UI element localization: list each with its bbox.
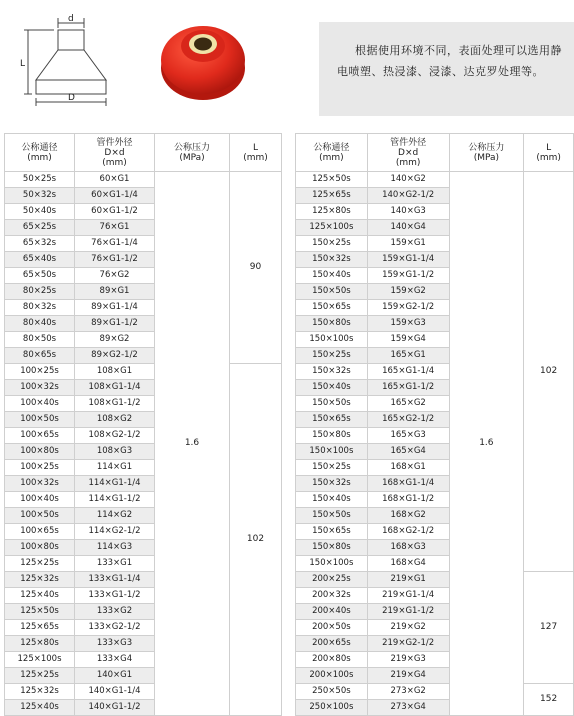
spec-table-right (295, 133, 574, 716)
nominal-size-cell: 100×65s (5, 524, 75, 540)
pipe-od-cell: 219×G3 (367, 652, 449, 668)
label-d: d (68, 14, 74, 24)
pipe-od-cell: 168×G1-1/2 (367, 492, 449, 508)
nominal-size-cell: 125×50s (5, 604, 75, 620)
nominal-size-cell: 150×65s (296, 524, 368, 540)
header-line: (mm) (102, 157, 127, 168)
pipe-od-cell: 273×G2 (367, 684, 449, 700)
pipe-od-cell: 219×G1-1/2 (367, 604, 449, 620)
nominal-size-cell: 150×50s (296, 396, 368, 412)
nominal-size-cell: 200×32s (296, 588, 368, 604)
nominal-size-cell: 125×25s (5, 556, 75, 572)
header-line: 公称通径 (21, 142, 58, 153)
pipe-od-cell: 168×G1 (367, 460, 449, 476)
nominal-size-cell: 200×25s (296, 572, 368, 588)
pipe-od-cell: 165×G2-1/2 (367, 412, 449, 428)
pipe-od-cell: 159×G1-1/2 (367, 268, 449, 284)
pipe-od-cell: 108×G1-1/2 (75, 396, 155, 412)
pipe-od-cell: 159×G2 (367, 284, 449, 300)
header-line: (mm) (536, 152, 561, 163)
header-line: 管件外径 (390, 137, 427, 148)
nominal-size-cell: 150×50s (296, 508, 368, 524)
pipe-od-cell: 140×G4 (367, 220, 449, 236)
pipe-od-cell: 159×G1-1/4 (367, 252, 449, 268)
pipe-od-cell: 114×G2-1/2 (75, 524, 155, 540)
table-row (296, 684, 574, 700)
header-line: (mm) (319, 152, 344, 163)
header-line: 公称压力 (468, 142, 505, 153)
pipe-od-cell: 168×G4 (367, 556, 449, 572)
pipe-od-cell: 219×G1-1/4 (367, 588, 449, 604)
header-nominal (296, 134, 368, 172)
pipe-od-cell: 108×G3 (75, 444, 155, 460)
pipe-od-cell: 159×G2-1/2 (367, 300, 449, 316)
nominal-size-cell: 125×50s (296, 172, 368, 188)
nominal-size-cell: 80×25s (5, 284, 75, 300)
label-D: D (68, 93, 75, 103)
nominal-size-cell: 200×50s (296, 620, 368, 636)
nominal-size-cell: 100×65s (5, 428, 75, 444)
header-line: (mm) (243, 152, 268, 163)
header-length (524, 134, 574, 172)
label-L: L (20, 59, 26, 69)
pipe-od-cell: 273×G4 (367, 700, 449, 716)
nominal-size-cell: 125×25s (5, 668, 75, 684)
header-line: 管件外径 (96, 137, 133, 148)
pipe-od-cell: 168×G3 (367, 540, 449, 556)
header-line: (MPa) (179, 152, 205, 163)
pipe-od-cell: 140×G1-1/2 (75, 700, 155, 716)
pipe-od-cell: 140×G3 (367, 204, 449, 220)
pipe-od-cell: 133×G4 (75, 652, 155, 668)
pipe-od-cell: 114×G2 (75, 508, 155, 524)
pipe-od-cell: 140×G2-1/2 (367, 188, 449, 204)
table-row (5, 172, 282, 188)
pipe-od-cell: 219×G4 (367, 668, 449, 684)
pipe-od-cell: 76×G2 (75, 268, 155, 284)
nominal-size-cell: 100×40s (5, 396, 75, 412)
nominal-size-cell: 150×65s (296, 300, 368, 316)
nominal-size-cell: 65×25s (5, 220, 75, 236)
pressure-cell: 1.6 (449, 172, 524, 716)
pipe-od-cell: 168×G2-1/2 (367, 524, 449, 540)
pipe-od-cell: 165×G1-1/2 (367, 380, 449, 396)
nominal-size-cell: 125×32s (5, 572, 75, 588)
nominal-size-cell: 125×100s (296, 220, 368, 236)
header-line: (mm) (395, 157, 421, 168)
nominal-size-cell: 125×40s (5, 700, 75, 716)
header-line: L (252, 142, 258, 153)
nominal-size-cell: 100×40s (5, 492, 75, 508)
pipe-od-cell: 133×G3 (75, 636, 155, 652)
pipe-od-cell: 219×G1 (367, 572, 449, 588)
nominal-size-cell: 65×50s (5, 268, 75, 284)
header-pressure (449, 134, 524, 172)
nominal-size-cell: 125×65s (296, 188, 368, 204)
nominal-size-cell: 125×65s (5, 620, 75, 636)
header-nominal (5, 134, 75, 172)
pipe-od-cell: 108×G1 (75, 364, 155, 380)
pipe-od-cell: 165×G3 (367, 428, 449, 444)
nominal-size-cell: 100×25s (5, 460, 75, 476)
length-cell: 102 (524, 172, 574, 572)
nominal-size-cell: 200×65s (296, 636, 368, 652)
pipe-od-cell: 140×G2 (367, 172, 449, 188)
pipe-od-cell: 133×G2-1/2 (75, 620, 155, 636)
pipe-od-cell: 219×G2-1/2 (367, 636, 449, 652)
pipe-od-cell: 89×G1-1/2 (75, 316, 155, 332)
nominal-size-cell: 100×32s (5, 476, 75, 492)
pipe-od-cell: 165×G1 (367, 348, 449, 364)
nominal-size-cell: 200×40s (296, 604, 368, 620)
pipe-od-cell: 108×G2 (75, 412, 155, 428)
nominal-size-cell: 100×25s (5, 364, 75, 380)
pipe-od-cell: 89×G1-1/4 (75, 300, 155, 316)
pipe-od-cell: 133×G1-1/2 (75, 588, 155, 604)
table-row (5, 364, 282, 380)
pipe-od-cell: 159×G3 (367, 316, 449, 332)
pipe-od-cell: 219×G2 (367, 620, 449, 636)
nominal-size-cell: 200×100s (296, 668, 368, 684)
nominal-size-cell: 50×25s (5, 172, 75, 188)
header-area (0, 0, 574, 128)
table-row (296, 172, 574, 188)
nominal-size-cell: 65×40s (5, 252, 75, 268)
reducer-photo (158, 18, 248, 104)
reducer-drawing (20, 14, 120, 110)
header-line: L (546, 142, 552, 153)
pipe-od-cell: 60×G1 (75, 172, 155, 188)
nominal-size-cell: 150×25s (296, 236, 368, 252)
pipe-od-cell: 140×G1-1/4 (75, 684, 155, 700)
nominal-size-cell: 150×32s (296, 364, 368, 380)
pipe-od-cell: 168×G1-1/4 (367, 476, 449, 492)
header-length (230, 134, 282, 172)
pipe-od-cell: 133×G1-1/4 (75, 572, 155, 588)
pipe-od-cell: 114×G1-1/2 (75, 492, 155, 508)
nominal-size-cell: 150×40s (296, 380, 368, 396)
pipe-od-cell: 108×G1-1/4 (75, 380, 155, 396)
length-cell: 90 (230, 172, 282, 364)
header-line: 公称通径 (313, 142, 350, 153)
nominal-size-cell: 80×65s (5, 348, 75, 364)
nominal-size-cell: 80×32s (5, 300, 75, 316)
nominal-size-cell: 150×100s (296, 556, 368, 572)
nominal-size-cell: 125×80s (296, 204, 368, 220)
pipe-od-cell: 114×G3 (75, 540, 155, 556)
pipe-od-cell: 114×G1 (75, 460, 155, 476)
pressure-cell: 1.6 (155, 172, 230, 716)
nominal-size-cell: 150×25s (296, 348, 368, 364)
nominal-size-cell: 150×32s (296, 476, 368, 492)
nominal-size-cell: 150×100s (296, 444, 368, 460)
nominal-size-cell: 150×80s (296, 540, 368, 556)
header-pipe_od (75, 134, 155, 172)
nominal-size-cell: 100×50s (5, 412, 75, 428)
pipe-od-cell: 76×G1-1/4 (75, 236, 155, 252)
length-cell: 127 (524, 572, 574, 684)
nominal-size-cell: 200×80s (296, 652, 368, 668)
nominal-size-cell: 125×100s (5, 652, 75, 668)
nominal-size-cell: 150×25s (296, 460, 368, 476)
nominal-size-cell: 100×80s (5, 540, 75, 556)
pipe-od-cell: 89×G1 (75, 284, 155, 300)
pipe-od-cell: 60×G1-1/4 (75, 188, 155, 204)
length-cell: 152 (524, 684, 574, 716)
nominal-size-cell: 150×32s (296, 252, 368, 268)
nominal-size-cell: 150×65s (296, 412, 368, 428)
nominal-size-cell: 125×40s (5, 588, 75, 604)
pipe-od-cell: 60×G1-1/2 (75, 204, 155, 220)
pipe-od-cell: 165×G4 (367, 444, 449, 460)
nominal-size-cell: 50×32s (5, 188, 75, 204)
pipe-od-cell: 114×G1-1/4 (75, 476, 155, 492)
header-line: (mm) (27, 152, 52, 163)
table-row (296, 572, 574, 588)
header-line: (MPa) (473, 152, 500, 163)
nominal-size-cell: 50×40s (5, 204, 75, 220)
length-cell: 102 (230, 364, 282, 716)
nominal-size-cell: 150×50s (296, 284, 368, 300)
pipe-od-cell: 133×G2 (75, 604, 155, 620)
pipe-od-cell: 168×G2 (367, 508, 449, 524)
nominal-size-cell: 150×40s (296, 268, 368, 284)
header-pipe_od (367, 134, 449, 172)
nominal-size-cell: 125×80s (5, 636, 75, 652)
pipe-od-cell: 76×G1 (75, 220, 155, 236)
nominal-size-cell: 250×50s (296, 684, 368, 700)
nominal-size-cell: 150×100s (296, 332, 368, 348)
pipe-od-cell: 133×G1 (75, 556, 155, 572)
pipe-od-cell: 76×G1-1/2 (75, 252, 155, 268)
surface-treatment-note: 根据使用环境不同，表面处理可以选用静电喷塑、热浸漆、浸漆、达克罗处理等。 (319, 22, 574, 116)
pipe-od-cell: 140×G1 (75, 668, 155, 684)
nominal-size-cell: 125×32s (5, 684, 75, 700)
pipe-od-cell: 165×G1-1/4 (367, 364, 449, 380)
nominal-size-cell: 150×40s (296, 492, 368, 508)
nominal-size-cell: 150×80s (296, 428, 368, 444)
spec-table-left (4, 133, 282, 716)
pipe-od-cell: 89×G2 (75, 332, 155, 348)
nominal-size-cell: 150×80s (296, 316, 368, 332)
header-line: D×d (398, 147, 419, 158)
nominal-size-cell: 100×80s (5, 444, 75, 460)
nominal-size-cell: 250×100s (296, 700, 368, 716)
pipe-od-cell: 165×G2 (367, 396, 449, 412)
nominal-size-cell: 80×40s (5, 316, 75, 332)
header-line: D×d (104, 147, 125, 158)
nominal-size-cell: 65×32s (5, 236, 75, 252)
nominal-size-cell: 80×50s (5, 332, 75, 348)
header-pressure (155, 134, 230, 172)
pipe-od-cell: 159×G4 (367, 332, 449, 348)
nominal-size-cell: 100×50s (5, 508, 75, 524)
nominal-size-cell: 100×32s (5, 380, 75, 396)
pipe-od-cell: 108×G2-1/2 (75, 428, 155, 444)
header-line: 公称压力 (173, 142, 210, 153)
pipe-od-cell: 159×G1 (367, 236, 449, 252)
pipe-od-cell: 89×G2-1/2 (75, 348, 155, 364)
